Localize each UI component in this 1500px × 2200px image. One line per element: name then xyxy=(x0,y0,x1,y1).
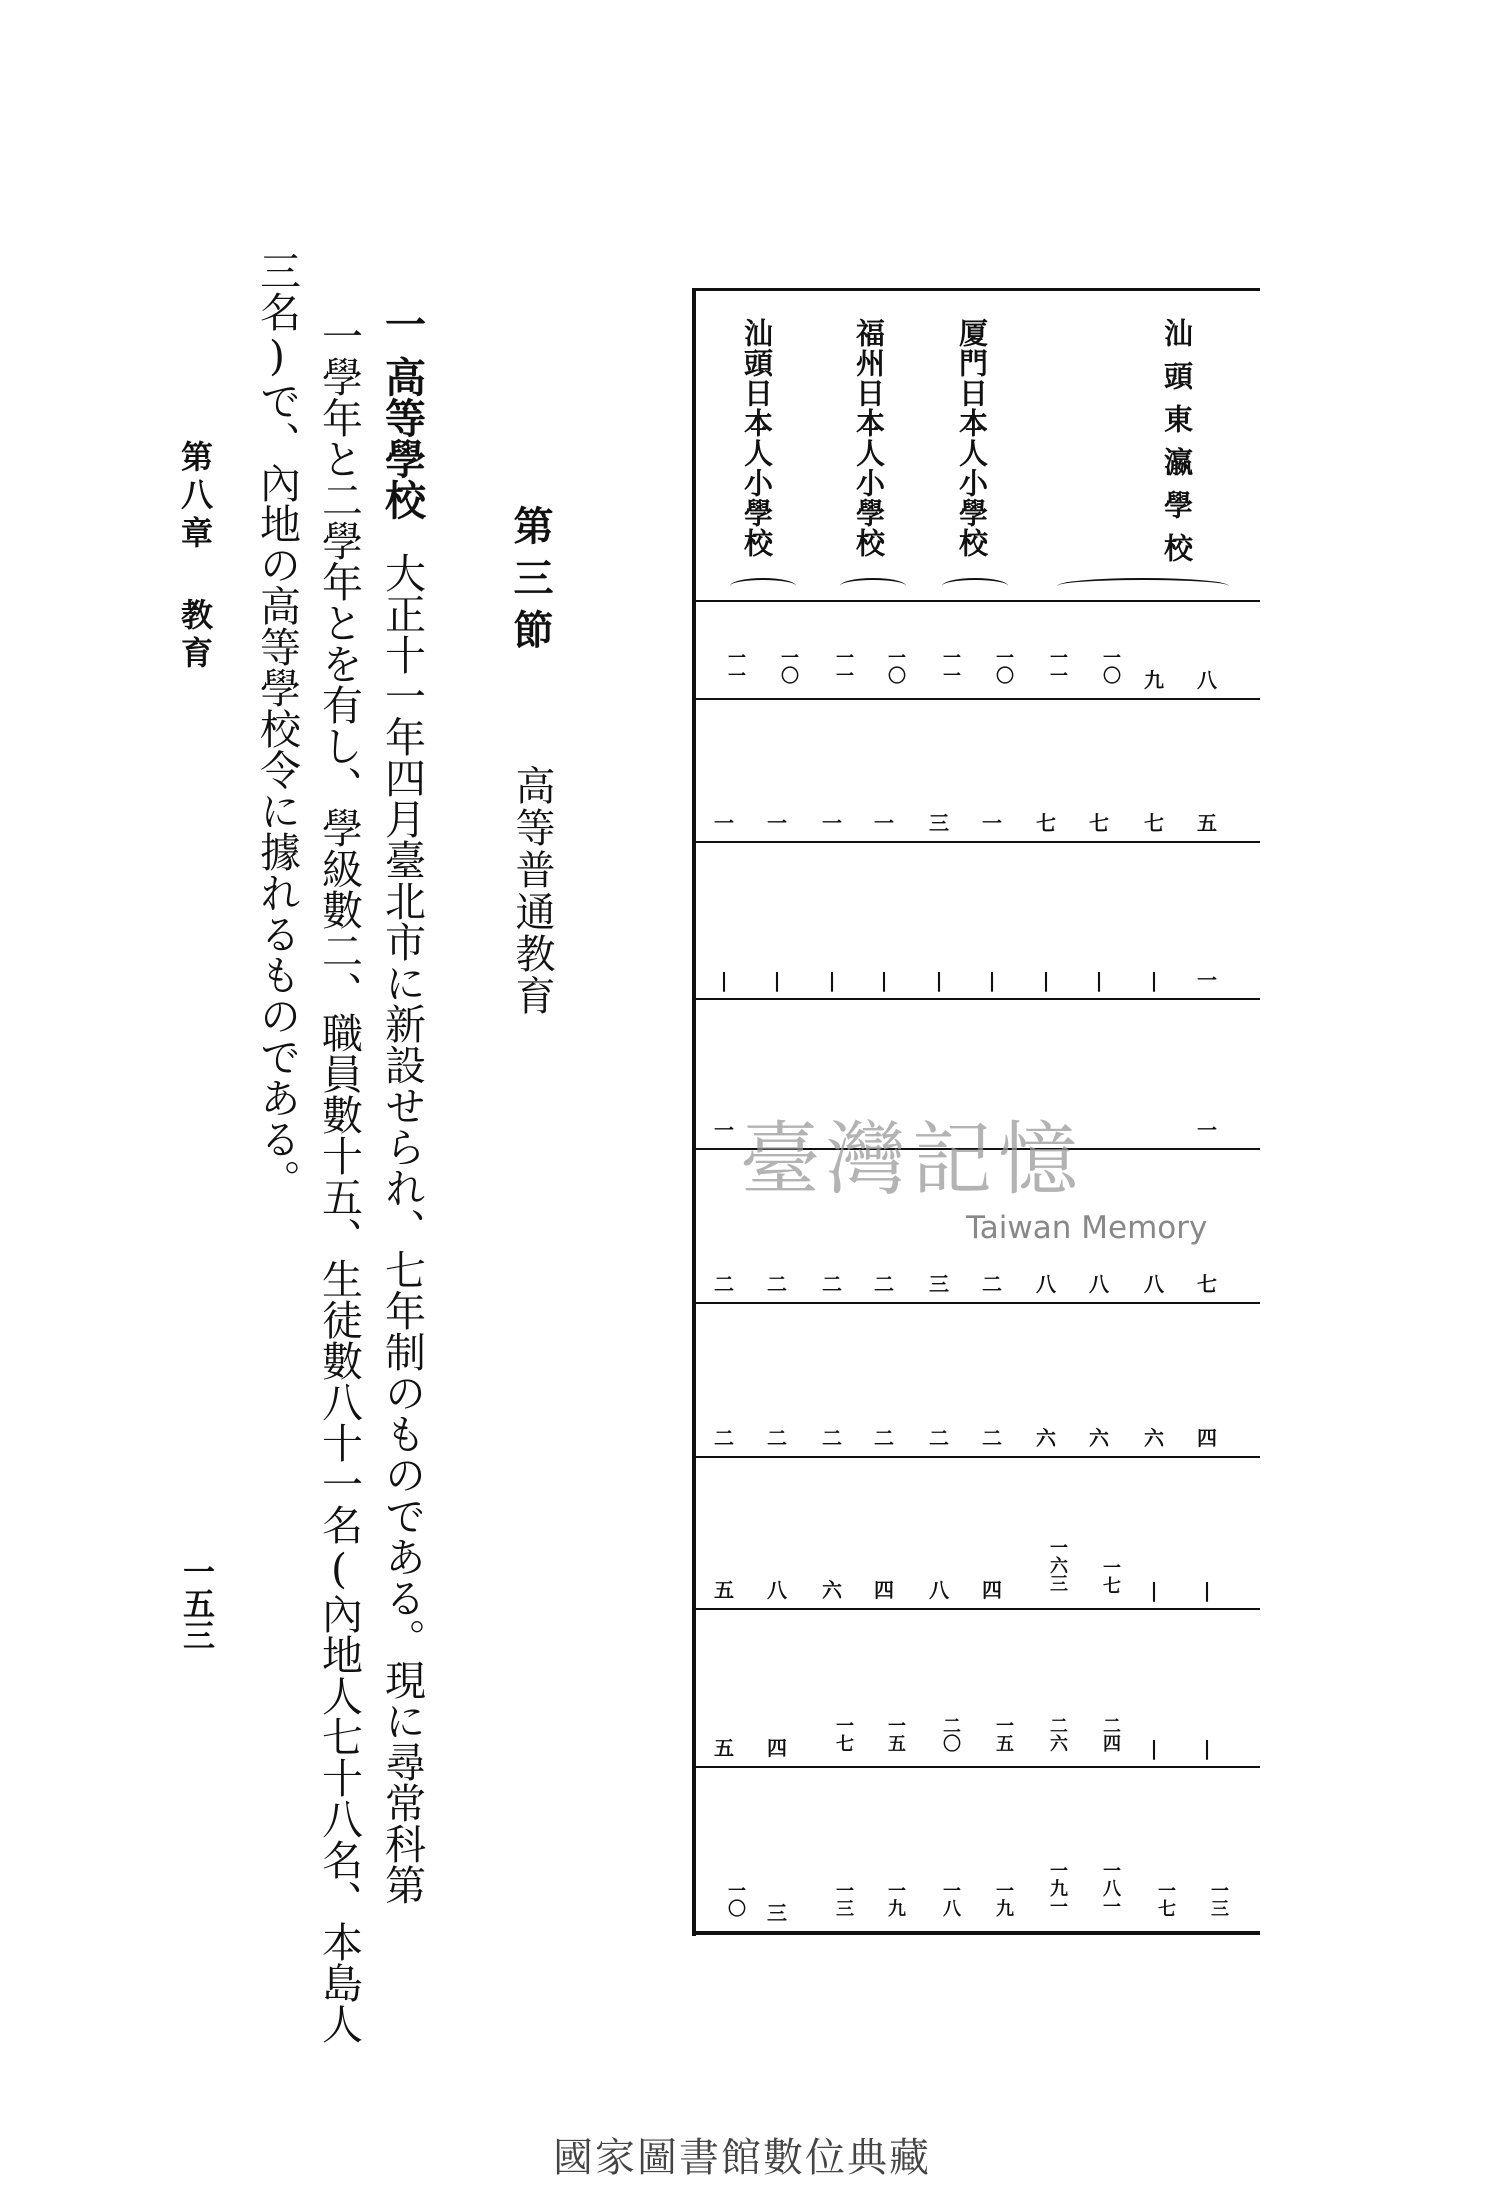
table-cell: 二 xyxy=(767,1272,787,1296)
table-cell: | xyxy=(828,968,836,992)
table-cell: 一一 xyxy=(940,648,961,684)
table-cell: 四 xyxy=(1197,1426,1217,1450)
table-cell: 六 xyxy=(1036,1426,1056,1450)
table-cell: | xyxy=(1203,1736,1211,1760)
table-cell: 九 xyxy=(1144,668,1164,692)
table-cell: 一 xyxy=(874,811,894,835)
table-cell: 一八 xyxy=(940,1881,961,1917)
table-cell: 四 xyxy=(767,1736,787,1760)
table-cell: 一八一 xyxy=(1100,1861,1121,1915)
watermark-logo: 臺灣記憶 xyxy=(740,1113,1084,1206)
table-cell: 一〇 xyxy=(725,1881,746,1917)
table-left-rule xyxy=(692,288,696,1936)
table-cell: 七 xyxy=(1197,1272,1217,1296)
table-cell: 五 xyxy=(1197,811,1217,835)
table-row-rule xyxy=(692,841,1260,843)
table-cell: 一七 xyxy=(1100,1558,1121,1594)
footer-library-name: 國家圖書館數位典藏 xyxy=(553,2135,931,2181)
table-cell: | xyxy=(773,968,781,992)
table-cell: 六 xyxy=(1089,1426,1109,1450)
table-cell: 一三 xyxy=(833,1881,854,1917)
header-brace xyxy=(1057,578,1229,594)
table-top-rule xyxy=(692,288,1260,291)
table-row-rule xyxy=(692,1302,1260,1304)
table-cell: 一 xyxy=(1197,1118,1217,1142)
table-cell: 一 xyxy=(1197,968,1217,992)
table-cell: 一 xyxy=(714,1118,734,1142)
table-cell: 八 xyxy=(1144,1272,1164,1296)
table-cell: 二〇 xyxy=(940,1716,961,1752)
table-cell: | xyxy=(988,968,996,992)
running-head: 第八章 教育 xyxy=(176,440,214,674)
table-cell: 一九 xyxy=(885,1881,906,1917)
section-heading: 第三節 xyxy=(507,505,554,661)
table-cell: 三 xyxy=(929,811,949,835)
table-cell: 一九 xyxy=(993,1881,1014,1917)
table-cell: | xyxy=(720,968,728,992)
table-cell: 一五 xyxy=(885,1716,906,1752)
table-cell: 六 xyxy=(1144,1426,1164,1450)
table-cell: 八 xyxy=(929,1578,949,1602)
table-cell: 一〇 xyxy=(885,648,906,684)
table-cell: | xyxy=(1095,968,1103,992)
table-cell: 三 xyxy=(767,1901,787,1925)
table-cell: 八 xyxy=(1197,668,1217,692)
table-cell: | xyxy=(935,968,943,992)
table-cell: 二 xyxy=(714,1272,734,1296)
table-cell: 一一 xyxy=(833,648,854,684)
table-cell: 一〇 xyxy=(993,648,1014,684)
table-cell: 一〇 xyxy=(1100,648,1121,684)
table-cell: 七 xyxy=(1089,811,1109,835)
table-cell: 二四 xyxy=(1100,1716,1121,1752)
table-cell: 一七 xyxy=(1155,1881,1176,1917)
header-brace xyxy=(840,578,906,594)
item-title: 高等學校 xyxy=(378,356,426,520)
table-cell: 一 xyxy=(822,811,842,835)
table-cell: 一一 xyxy=(725,648,746,684)
table-cell: 四 xyxy=(982,1578,1002,1602)
table-cell: 二 xyxy=(982,1426,1002,1450)
watermark-text: Taiwan Memory xyxy=(966,1210,1208,1246)
table-row-rule xyxy=(692,1608,1260,1610)
table-cell: 一三 xyxy=(1208,1881,1229,1917)
table-row-rule xyxy=(692,698,1260,700)
table-cell: 六 xyxy=(822,1578,842,1602)
table-cell: 八 xyxy=(767,1578,787,1602)
table-cell: 一 xyxy=(767,811,787,835)
table-cell: 二 xyxy=(822,1272,842,1296)
table-row-rule xyxy=(692,1931,1260,1935)
table-cell: 一六三 xyxy=(1047,1538,1068,1592)
table-cell: 七 xyxy=(1036,811,1056,835)
table-cell: | xyxy=(1042,968,1050,992)
page-number: 一五三 xyxy=(178,1555,216,1651)
table-cell: 二 xyxy=(767,1426,787,1450)
table-cell: 一 xyxy=(982,811,1002,835)
table-cell: | xyxy=(1150,1736,1158,1760)
body-line-1 xyxy=(378,303,426,1905)
table-cell: 五 xyxy=(714,1736,734,1760)
table-row-rule xyxy=(692,1456,1260,1458)
item-marker: 一 xyxy=(378,303,426,344)
table-column-header: 福州日本人小學校 xyxy=(852,318,886,558)
item-text: 大正十一年四月臺北市に新設せられ、七年制のものである。現に尋常科第 xyxy=(378,552,426,1905)
table-column-header: 汕頭日本人小學校 xyxy=(740,318,774,558)
table-cell: 八 xyxy=(1036,1272,1056,1296)
header-brace xyxy=(942,578,1008,594)
table-cell: 一一 xyxy=(1047,648,1068,684)
table-header-rule xyxy=(692,600,1260,602)
header-brace xyxy=(730,578,796,594)
table-cell: 二六 xyxy=(1047,1716,1068,1752)
table-cell: 二 xyxy=(929,1426,949,1450)
table-cell: 一七 xyxy=(833,1716,854,1752)
table-cell: 三 xyxy=(929,1272,949,1296)
table-cell: 二 xyxy=(714,1426,734,1450)
table-cell: 一九一 xyxy=(1047,1861,1068,1915)
table-column-header: 汕頭東瀛學校 xyxy=(1160,318,1194,576)
table-cell: 五 xyxy=(714,1578,734,1602)
body-line-3: 三名)で、內地の高等學校令に據れるものである。 xyxy=(253,250,301,1200)
table-cell: 二 xyxy=(822,1426,842,1450)
table-cell: 二 xyxy=(982,1272,1002,1296)
table-cell: | xyxy=(1150,1578,1158,1602)
table-cell: 二 xyxy=(874,1426,894,1450)
table-row-rule xyxy=(692,1766,1260,1768)
table-cell: 一五 xyxy=(993,1716,1014,1752)
table-cell: | xyxy=(1150,968,1158,992)
table-cell: | xyxy=(880,968,888,992)
table-cell: 二 xyxy=(874,1272,894,1296)
table-cell: 八 xyxy=(1089,1272,1109,1296)
table-cell: 四 xyxy=(874,1578,894,1602)
table-cell: 一〇 xyxy=(778,648,799,684)
table-row-rule xyxy=(692,998,1260,1000)
section-subtitle: 高等普通教育 xyxy=(509,765,555,1017)
table-cell: 七 xyxy=(1144,811,1164,835)
table-cell: 一 xyxy=(714,811,734,835)
table-column-header: 厦門日本人小學校 xyxy=(955,318,989,558)
body-line-2: 一學年と二學年とを有し、學級數二、職員數十五、生徒數八十一名(內地人七十八名、本島人 xyxy=(315,315,363,2044)
table-cell: | xyxy=(1203,1578,1211,1602)
